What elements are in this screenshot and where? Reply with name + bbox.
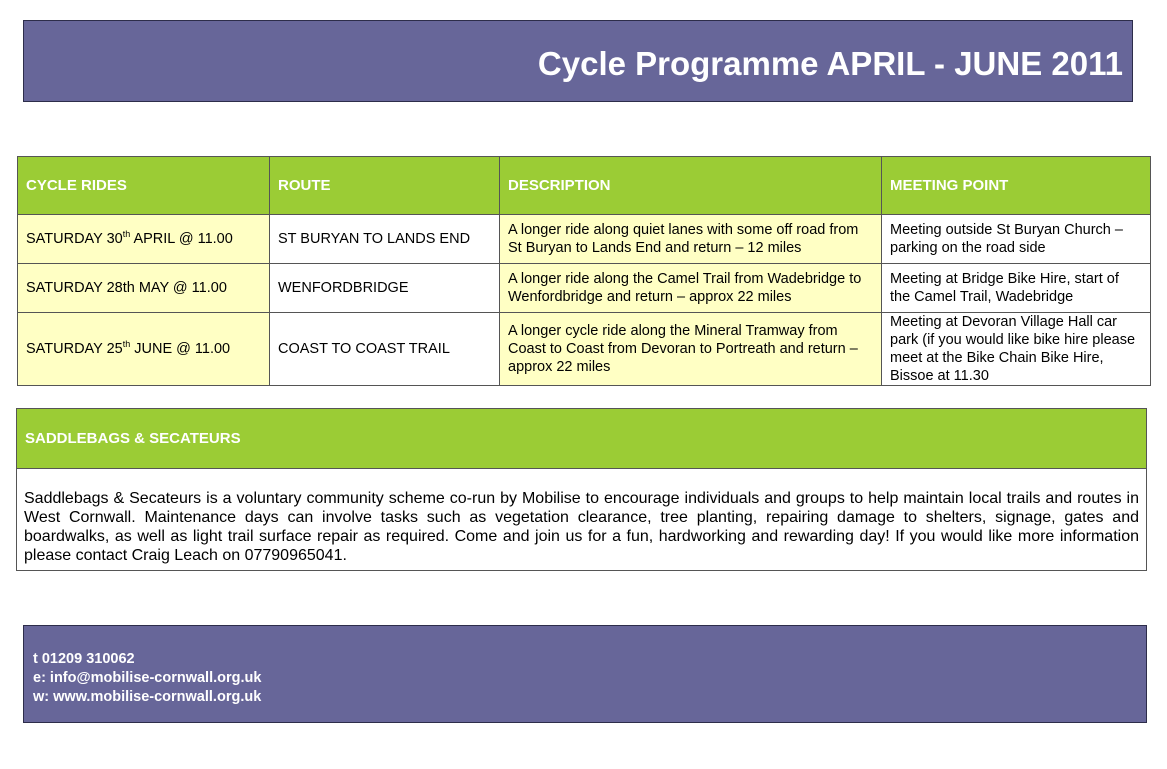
ride-date: SATURDAY 28th MAY @ 11.00: [18, 264, 270, 313]
saddlebags-heading: SADDLEBAGS & SECATEURS: [17, 409, 1146, 469]
page-title: Cycle Programme APRIL - JUNE 2011: [537, 45, 1123, 82]
table-row: [18, 215, 1151, 264]
contact-phone: t 01209 310062: [33, 651, 135, 667]
saddlebags-section: [16, 408, 1147, 571]
rides-table: [17, 156, 1151, 386]
table-row: [18, 313, 1151, 386]
ride-description: A longer ride along quiet lanes with some off road from St Buryan to Lands End and return – 12 miles: [500, 215, 882, 264]
ride-route: ST BURYAN TO LANDS END: [270, 215, 500, 264]
header-route: ROUTE: [270, 157, 500, 215]
ride-route: WENFORDBRIDGE: [270, 264, 500, 313]
contact-email[interactable]: e: info@mobilise-cornwall.org.uk: [33, 670, 262, 686]
header-meeting-point: MEETING POINT: [882, 157, 1151, 215]
ride-date: SATURDAY 30th APRIL @ 11.00: [18, 215, 270, 264]
ride-meeting-point: Meeting outside St Buryan Church – parking on the road side: [882, 215, 1151, 264]
header-description: DESCRIPTION: [500, 157, 882, 215]
ride-route: COAST TO COAST TRAIL: [270, 313, 500, 386]
ride-meeting-point: Meeting at Bridge Bike Hire, start of the Camel Trail, Wadebridge: [882, 264, 1151, 313]
ride-meeting-point: Meeting at Devoran Village Hall car park (if you would like bike hire please meet at the Bike Chain Bike Hire, Bissoe at 11.30: [882, 313, 1151, 386]
title-banner: [23, 20, 1133, 102]
ride-description: A longer ride along the Camel Trail from Wadebridge to Wenfordbridge and return – approx 22 miles: [500, 264, 882, 313]
contact-website[interactable]: w: www.mobilise-cornwall.org.uk: [33, 689, 262, 705]
header-cycle-rides: CYCLE RIDES: [18, 157, 270, 215]
rides-header-row: [18, 157, 1151, 215]
saddlebags-body: Saddlebags & Secateurs is a voluntary community scheme co-run by Mobilise to encourage individuals and groups to help maintain local trails and routes in West Cornwall. Maintenance days can involve tasks such as vegetation clearance, tree planting, repairing damage to shelters, signage, gates and boardwalks, as well as light trail surface repair as required. Come and join us for a fun, hardworking and rewarding day! If you would like more information please contact Craig Leach on 07790965041.: [24, 490, 1139, 564]
ride-date: SATURDAY 25th JUNE @ 11.00: [18, 313, 270, 386]
ride-description: A longer cycle ride along the Mineral Tramway from Coast to Coast from Devoran to Portreath and return – approx 22 miles: [500, 313, 882, 386]
contact-footer: [23, 625, 1147, 723]
table-row: [18, 264, 1151, 313]
